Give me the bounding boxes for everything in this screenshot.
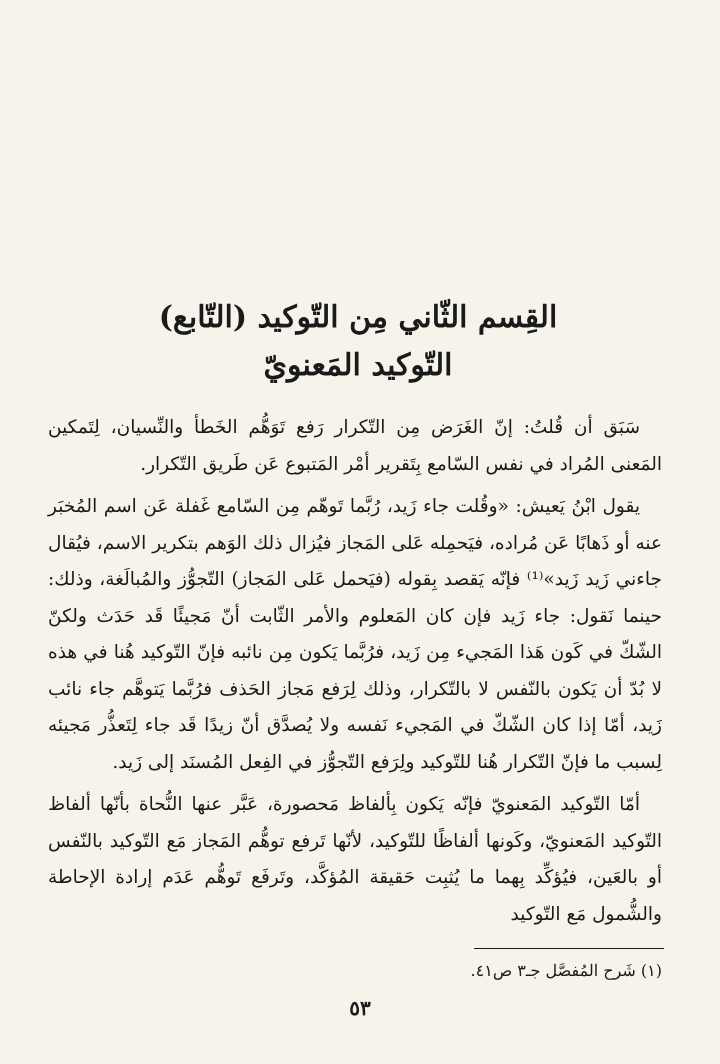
section-title: القِسم الثّاني مِن التّوكيد (التّابع) (158, 300, 558, 335)
headings-block (52, 294, 664, 390)
footnote: (١) شَرح المُفصَّل جـ٣ ص٤١. (470, 961, 662, 980)
paragraph: سَبَق أن قُلتُ: إنّ الغَرَض مِن التّكرار رَفع تَوَهُّم الخَطأ والنِّسيان، لِتَمكين المَعنى المُراد في نفس السّامع بِتَقرير أمْر المَتبوع عَن طَريق التّكرار. (48, 417, 662, 475)
footnote-divider (474, 948, 664, 949)
body-text (48, 410, 662, 933)
page-number: ٥٣ (349, 996, 371, 1020)
paragraph: أمّا التّوكيد المَعنويّ فإنّه يَكون بِألفاظ مَحصورة، عَبَّر عنها النُّحاة بأنّها ألفاظ التّوكيد المَعنويّ، وكَونها ألفاظًا للتّوكيد، لأنّها تَرفع توهُّم المَجاز مَع التّوكيد بالنّفس أو بالعَين، فيُؤكِّد بِهما ما يُثبِت حَقيقة المُؤكَّد، وتَرفَع تَوهُّم عَدَم إرادة الإحاطة والشُّمول مَع التّوكيد (48, 794, 662, 925)
section-subtitle: التّوكيد المَعنويّ (263, 348, 453, 383)
paragraph: يقول ابْنُ يَعيش: «وقُلت جاء زَيد، رُبَّما تَوهّم مِن السّامع غَفلة عَن اسم المُخبَر عنه أو ذَهابًا عَن مُراده، فيَحمِله عَلى المَجاز فيُزال ذلك الوَهم بتكرير الاسم، فيُقال جاءني زَيد زَيد»⁽¹⁾ فإنّه يَقصد بِقوله (فيَحمل عَلى المَجاز) التّجوُّز والمُبالَغة، وذلك: حينما نَقول: جاء زَيد فإن كان المَعلوم والأمر الثّابت أنّ مَجيئًا قَد حَدَث ولكنّ الشّكّ في كَون هَذا المَجيء مِن زَيد، فرُبَّما يَكون مِن نائبه فإنّ التّوكيد هُنا في هذه لا بُدّ أن يَكون بالنّفس لا بالتّكرار، وذلك لِرَفع مَجاز الحَذف فرُبَّما يَتوهَّم جاء نائب زَيد، أمّا إذا كان الشّكّ في المَجيء نَفسه ولا يُصدَّق أنّ زيدًا قَد جاء لِتَعذُّر مَجيئه لِسبب ما فإنّ التّكرار هُنا للتّوكيد ولِرَفع التّجوُّز في الفِعل المُسنَد إلى زَيد. (48, 496, 662, 773)
